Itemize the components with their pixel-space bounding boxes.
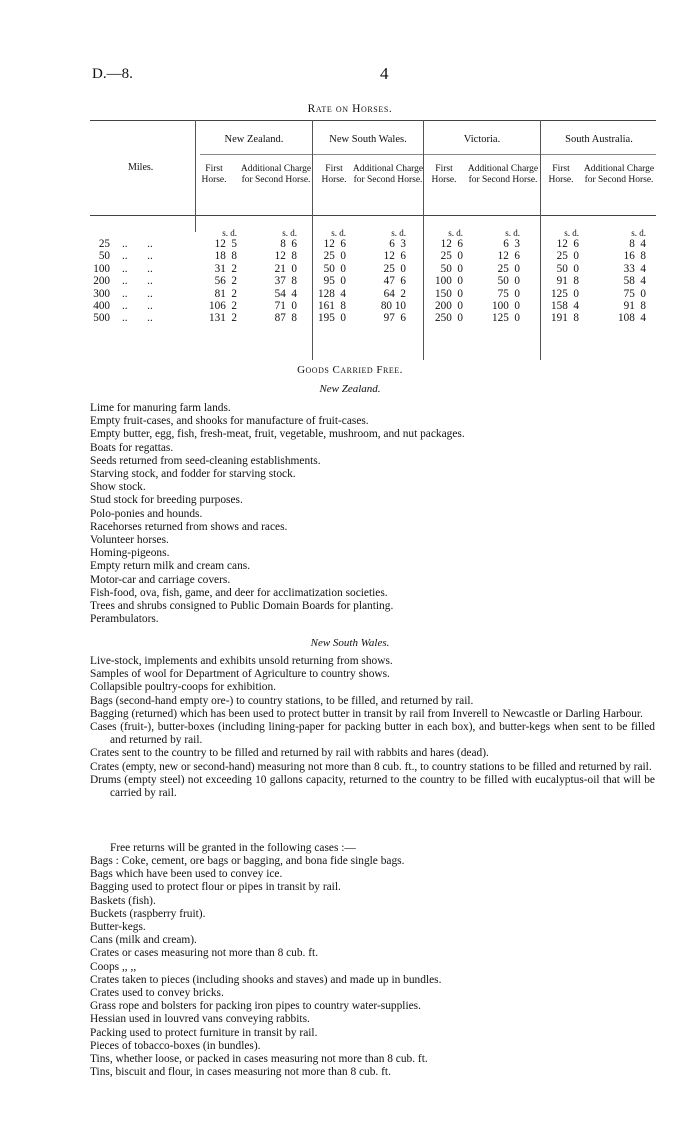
rate-cell: 158 4 [551,300,579,312]
unit-label: s. d. [331,228,346,238]
rate-cell: 64 2 [383,287,406,300]
rate-cell: 87 8 [274,312,297,325]
rate-cell: 91 8 [623,300,646,312]
free-returns-intro: Free returns will be granted in the following cases :— [110,842,356,854]
additional-charge-header: Additional Charge for Second Horse. [467,164,539,185]
rate-cell: 100 0 [492,300,520,312]
region-victoria: Victoria. [463,134,501,145]
rate-cell: 95 0 [323,275,346,288]
leader-dots: .. .. [122,238,153,250]
rate-cell: 33 4 [623,262,646,275]
first-horse-header: First Horse. [431,164,457,185]
rate-cell: 125 0 [551,287,579,300]
rate-cell: 54 4 [274,287,297,300]
rate-cell: 191 8 [551,312,579,325]
rate-cell: 250 0 [435,312,463,325]
list-item: Crates used to convey bricks. [90,987,224,1000]
rate-cell: 21 0 [274,262,297,275]
rate-cell: 80 10 [380,300,406,312]
miles-value: 500 [93,312,110,325]
leader-dots: .. .. [122,287,153,300]
miles-value: 200 [93,275,110,288]
unit-label: s. d. [391,228,406,238]
list-item: Crates or cases measuring not more than 8 cub. ft. [90,947,319,960]
list-item: Tins, biscuit and flour, in cases measuring not more than 8 cub. ft. [90,1066,391,1079]
rate-cell: 161 8 [318,300,346,312]
list-item: Trees and shrubs consigned to Public Domain Boards for planting. [90,600,394,613]
list-item: Packing used to protect furniture in transit by rail. [90,1026,318,1039]
rate-cell: 31 2 [214,262,237,275]
additional-charge-header: Additional Charge for Second Horse. [352,164,424,185]
table-row [90,275,656,287]
list-item: Bagging (returned) which has been used to protect butter in transit by rail from Inverell to Newcastle or Darling Harbour. [90,707,643,720]
list-item: Cans (milk and cream). [90,934,197,947]
list-item: Polo-ponies and hounds. [90,507,203,520]
unit-label: s. d. [564,228,579,238]
rate-cell: 25 0 [497,262,520,275]
free-returns-list [90,855,655,1079]
table-row [90,300,656,312]
miles-value: 400 [93,300,110,312]
rate-cell: 81 2 [214,287,237,300]
rate-cell: 12 6 [383,250,406,263]
rate-cell: 25 0 [556,250,579,263]
rate-cell: 125 0 [492,312,520,325]
list-item: Grass rope and bolsters for packing iron pipes to country water-supplies. [90,1000,421,1013]
rate-cell: 71 0 [274,300,297,312]
miles-value: 300 [93,287,110,300]
table-header-rule [90,215,656,216]
new-zealand-heading: New Zealand. [319,383,381,395]
rate-cell: 12 6 [440,238,463,250]
rate-cell: 128 4 [318,287,346,300]
list-item: Seeds returned from seed-cleaning establishments. [90,454,321,467]
table-row [90,263,656,275]
miles-value: 100 [93,262,110,275]
table-row [90,238,656,250]
unit-label: s. d. [448,228,463,238]
list-item: Hessian used in louvred vans conveying rabbits. [90,1013,310,1026]
list-item: Butter-kegs. [90,921,146,934]
first-horse-header: First Horse. [548,164,574,185]
rate-cell: 25 0 [323,250,346,263]
rate-cell: 12 6 [323,238,346,250]
leader-dots: .. .. [122,312,153,325]
rate-cell: 25 0 [383,262,406,275]
new-south-wales-goods-list [90,655,655,800]
miles-header: Miles. [128,162,154,173]
table-row [90,288,656,300]
list-item: Stud stock for breeding purposes. [90,494,243,507]
list-item: Bags which have been used to convey ice. [90,868,283,881]
rate-cell: 75 0 [497,287,520,300]
list-item: Volunteer horses. [90,534,169,547]
unit-label: s. d. [222,228,237,238]
rate-cell: 58 4 [623,275,646,288]
rate-cell: 6 3 [503,238,520,250]
rate-cell: 37 8 [274,275,297,288]
list-item: Samples of wool for Department of Agriculture to country shows. [90,668,390,681]
list-item: Crates sent to the country to be filled and returned by rail with rabbits and hares (dead). [90,747,489,760]
rate-cell: 12 6 [497,250,520,263]
table-row [90,250,656,262]
table-top-rule [90,120,656,121]
list-item: Live-stock, implements and exhibits unsold returning from shows. [90,655,393,667]
rate-table-title: Rate on Horses. [307,103,393,115]
rate-cell: 8 6 [280,238,297,250]
list-item: Empty fruit-cases, and shooks for manufacture of fruit-cases. [90,415,369,428]
unit-label: s. d. [631,228,646,238]
list-item: Baskets (fish). [90,894,156,907]
list-item: Coops ,, ,, [90,960,137,973]
region-new-south-wales: New South Wales. [329,134,407,145]
rate-cell: 47 6 [383,275,406,288]
list-item: Tins, whether loose, or packed in cases measuring not more than 8 cub. ft. [90,1053,428,1066]
list-item: Show stock. [90,481,146,494]
list-item: Boats for regattas. [90,441,174,454]
new-zealand-goods-list [90,402,655,626]
rate-cell: 18 8 [214,250,237,263]
list-item: Starving stock, and fodder for starving stock. [90,468,296,481]
leader-dots: .. .. [122,275,153,288]
list-item: Bags : Coke, cement, ore bags or bagging, and bona fide single bags. [90,855,405,867]
leader-dots: .. .. [122,250,153,263]
rate-cell: 200 0 [435,300,463,312]
list-item: Fish-food, ova, fish, game, and deer for acclimatization societies. [90,586,388,599]
rate-cell: 106 2 [209,300,237,312]
rate-cell: 56 2 [214,275,237,288]
free-returns-intro-block [90,842,655,855]
additional-charge-header: Additional Charge for Second Horse. [583,164,655,185]
miles-value: 50 [98,250,110,263]
list-item: Bagging used to protect flour or pipes in transit by rail. [90,881,341,894]
list-item: Cases (fruit-), butter-boxes (including lining-paper for packing butter in each box), and butter-kegs when sent to be filled and returned by rail. [90,721,655,747]
list-item: Bags (second-hand empty ore-) to country stations, to be filled, and returned by rail. [90,694,474,707]
list-item: Crates taken to pieces (including shooks and staves) and made up in bundles. [90,973,442,986]
list-item: Lime for manuring farm lands. [90,402,231,414]
region-rule [200,154,656,155]
table-row [90,312,656,324]
miles-value: 25 [98,238,110,250]
list-item: Empty butter, egg, fish, fresh-meat, fruit, vegetable, mushroom, and nut packages. [90,428,465,441]
list-item: Crates (empty, new or second-hand) measuring not more than 8 cub. ft., to country stations to be filled and returned by rail. [90,760,652,773]
rate-cell: 50 0 [440,262,463,275]
rate-cell: 8 4 [629,238,646,250]
unit-label: s. d. [282,228,297,238]
list-item: Perambulators. [90,613,159,626]
list-item: Drums (empty steel) not exceeding 10 gallons capacity, returned to the country to be filled with eucalyptus-oil that will be carried by rail. [90,773,655,800]
rate-cell: 50 0 [556,262,579,275]
rate-cell: 131 2 [209,312,237,325]
rate-cell: 91 8 [556,275,579,288]
rate-cell: 108 4 [618,312,646,325]
first-horse-header: First Horse. [201,164,227,185]
list-item: Empty return milk and cream cans. [90,560,251,573]
rate-cell: 75 0 [623,287,646,300]
rate-cell: 12 6 [556,238,579,250]
rate-cell: 50 0 [497,275,520,288]
page-number: 4 [380,64,389,83]
rate-cell: 12 8 [274,250,297,263]
list-item: Pieces of tobacco-boxes (in bundles). [90,1039,261,1052]
leader-dots: .. .. [122,300,153,312]
rate-cell: 50 0 [323,262,346,275]
list-item: Buckets (raspberry fruit). [90,907,206,920]
leader-dots: .. .. [122,262,153,275]
rate-cell: 97 6 [383,312,406,325]
rate-cell: 6 3 [389,238,406,250]
additional-charge-header: Additional Charge for Second Horse. [240,164,312,185]
rate-cell: 100 0 [435,275,463,288]
list-item: Collapsible poultry-coops for exhibition. [90,681,277,694]
list-item: Motor-car and carriage covers. [90,573,231,586]
region-new-zealand: New Zealand. [224,134,284,145]
goods-carried-free-title: Goods Carried Free. [297,364,403,376]
region-south-australia: South Australia. [565,134,633,145]
rate-cell: 195 0 [318,312,346,325]
list-item: Racehorses returned from shows and races. [90,520,288,533]
unit-label: s. d. [505,228,520,238]
first-horse-header: First Horse. [321,164,347,185]
rate-cell: 16 8 [623,250,646,263]
list-item: Homing-pigeons. [90,547,170,560]
rate-cell: 12 5 [214,238,237,250]
new-south-wales-heading: New South Wales. [310,637,390,649]
document-reference: D.—8. [92,66,133,82]
rate-cell: 25 0 [440,250,463,263]
rate-cell: 150 0 [435,287,463,300]
